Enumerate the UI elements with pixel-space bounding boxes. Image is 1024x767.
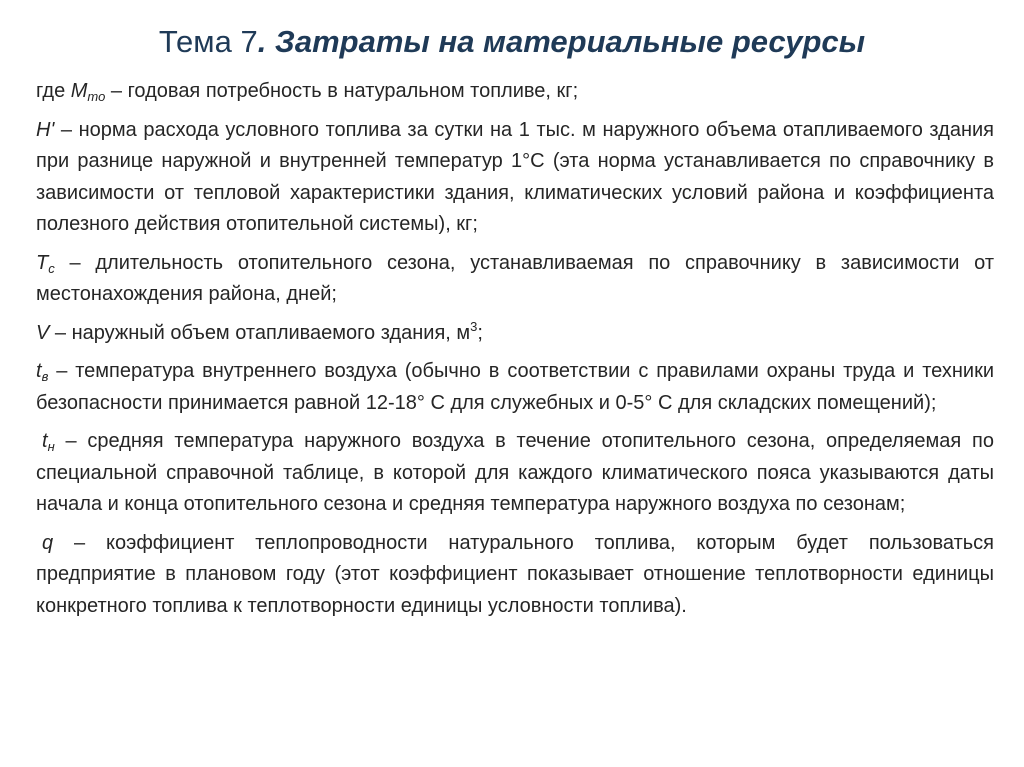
definition-item-tn [36, 426, 994, 521]
definition-prefix: где [36, 80, 71, 102]
symbol: q [42, 531, 54, 554]
definition-text: – коэффициент теплопроводности натурального топлива, которым будет пользоваться предприятие в плановом году (этот коэффициент показывает отношение теплотворности единицы конкретного топлива к теплотворности единицы условности топлива). [36, 531, 994, 617]
symbol: H' [36, 118, 55, 141]
title-main: . Затраты на материальные ресурсы [257, 24, 866, 59]
slide-title [0, 20, 1024, 64]
definition-text: – норма расхода условного топлива за сутки на 1 тыс. м наружного объема отапливаемого здания при разнице наружной и внутренней температур 1°С (эта норма устанавливается по справочнику в зависимости от тепловой характеристики здания, климатических условий района и коэффициента полезного действия отопительной системы), кг; [36, 118, 994, 235]
definition-text: – годовая потребность в натуральном топливе, кг; [105, 80, 579, 102]
definition-text: – наружный объем отапливаемого здания, м [49, 321, 471, 344]
symbol: V [36, 321, 50, 344]
symbol: t [42, 430, 48, 452]
superscript: 3 [470, 318, 478, 334]
definition-item-v [36, 318, 994, 350]
definition-item-tc [36, 248, 994, 311]
symbol: t [36, 360, 42, 382]
symbol: M [70, 80, 88, 102]
definition-text: – длительность отопительного сезона, устанавливаемая по справочнику в зависимости от местонахождения района, дней; [36, 251, 994, 305]
symbol-subscript: в [41, 369, 49, 384]
symbol-subscript: c [48, 260, 55, 276]
definition-item-tv [36, 356, 994, 419]
definition-item-q [36, 528, 994, 623]
definitions-list [36, 76, 994, 622]
symbol: T [36, 251, 49, 274]
definition-text: – температура внутреннего воздуха (обычно в соответствии с правилами охраны труда и техники безопасности принимается равной 12-18° С для служебных и 0-5° С для складских помещений); [36, 360, 994, 414]
symbol-subscript: то [87, 89, 106, 104]
definition-item-h [36, 115, 994, 241]
definition-item-mto [36, 76, 994, 108]
definition-tail: ; [477, 321, 483, 344]
symbol-subscript: н [47, 439, 55, 454]
definition-text: – средняя температура наружного воздуха в течение отопительного сезона, определяемая по специальной справочной таблице, в которой для каждого климатического пояса указываются даты начала и конца отопительного сезона и средняя температура наружного воздуха по сезонам; [36, 430, 994, 515]
title-prefix: Тема 7 [158, 24, 258, 59]
